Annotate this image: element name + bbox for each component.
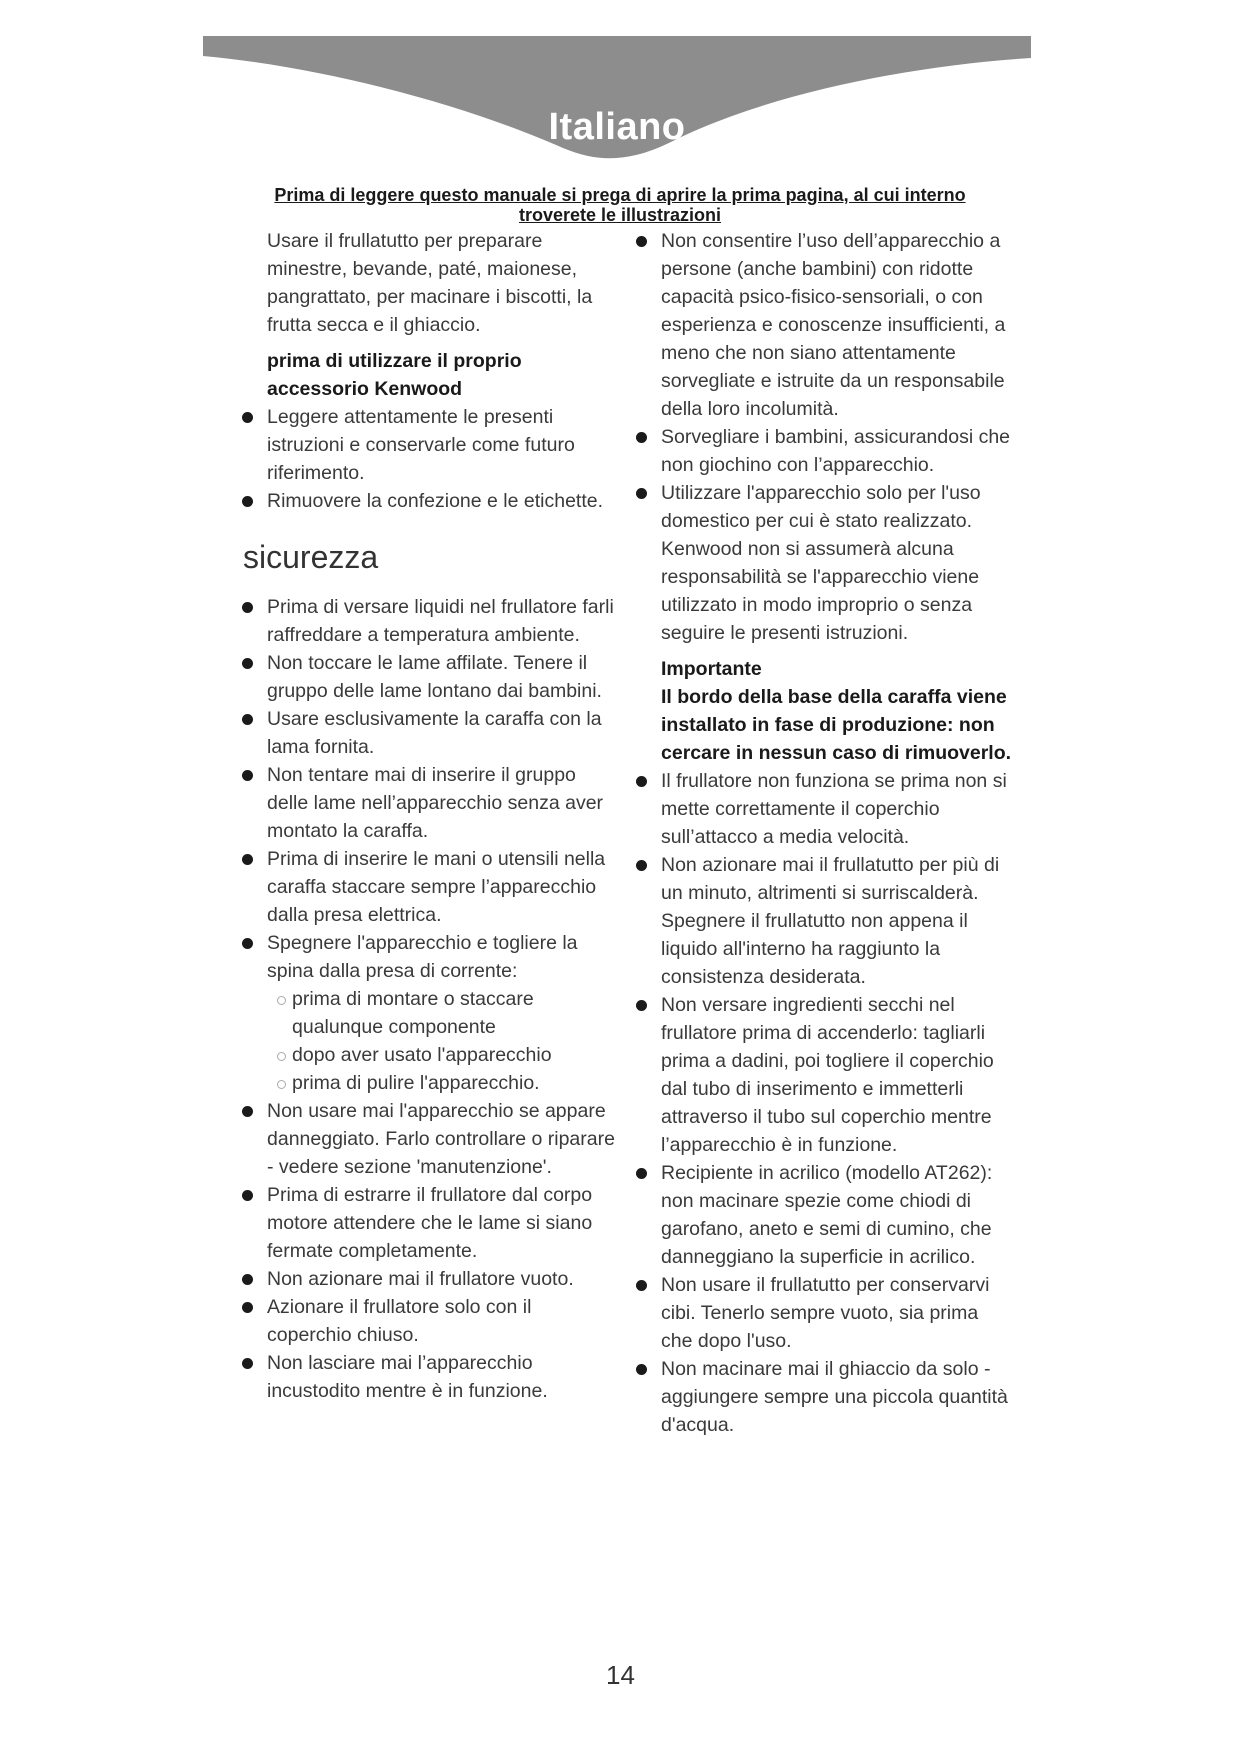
intro-text: Usare il frullatutto per preparare minestre, bevande, paté, maionese, pangrattato, per macinare i biscotti, la frutta secca e il ghiaccio. (267, 230, 593, 336)
list-item: Leggere attentamente le presenti istruzioni e conservarle come futuro riferimento. (240, 403, 620, 487)
blender-list (634, 767, 1014, 1439)
before-use-list (240, 403, 620, 515)
list-item: Il frullatore non funziona se prima non si mette correttamente il coperchio sull’attacco a media velocità. (634, 767, 1014, 851)
list-item: Sorvegliare i bambini, assicurandosi che non giochino con l’apparecchio. (634, 423, 1014, 479)
banner-title: Italiano (548, 106, 686, 148)
list-item: Azionare il frullatore solo con il coperchio chiuso. (240, 1293, 620, 1349)
list-item: Non usare il frullatutto per conservarvi cibi. Tenerlo sempre vuoto, sia prima che dopo l'uso. (634, 1271, 1014, 1355)
list-item: Recipiente in acrilico (modello AT262): non macinare spezie come chiodi di garofano, aneto e semi di cumino, che danneggiano la superficie in acrilico. (634, 1159, 1014, 1271)
sub-list-item: dopo aver usato l'apparecchio (267, 1041, 620, 1069)
section-title: sicurezza (243, 539, 379, 575)
important-label: Importante (661, 658, 762, 680)
list-item: Usare esclusivamente la caraffa con la lama fornita. (240, 705, 620, 761)
sub-list-item: prima di pulire l'apparecchio. (267, 1069, 620, 1097)
unplug-sublist (267, 985, 620, 1097)
list-item: Rimuovere la confezione e le etichette. (240, 487, 620, 515)
list-item: Prima di inserire le mani o utensili nella caraffa staccare sempre l’apparecchio dalla presa elettrica. (240, 845, 620, 929)
safety-list (240, 593, 620, 1405)
banner-shape (203, 36, 1031, 171)
important-text: Il bordo della base della caraffa viene installato in fase di produzione: non cercare in nessun caso di rimuoverlo. (661, 686, 1012, 764)
sub-list-item: prima di montare o staccare qualunque componente (267, 985, 620, 1041)
list-item: Non toccare le lame affilate. Tenere il gruppo delle lame lontano dai bambini. (240, 649, 620, 705)
list-item-unplug (240, 929, 620, 1097)
list-item: Non azionare mai il frullatore vuoto. (240, 1265, 620, 1293)
page-number: 14 (606, 1660, 635, 1690)
list-item: Non usare mai l'apparecchio se appare danneggiato. Farlo controllare o riparare - vedere sezione 'manutenzione'. (240, 1097, 620, 1181)
illustrations-notice: Prima di leggere questo manuale si prega di aprire la prima pagina, al cui interno troverete le illustrazioni (274, 185, 966, 225)
list-item: Non tentare mai di inserire il gruppo delle lame nell’apparecchio senza aver montato la caraffa. (240, 761, 620, 845)
list-item: Prima di versare liquidi nel frullatore farli raffreddare a temperatura ambiente. (240, 593, 620, 649)
language-banner (203, 36, 1031, 171)
left-column (240, 227, 620, 1405)
unplug-text: Spegnere l'apparecchio e togliere la spina dalla presa di corrente: (267, 932, 578, 982)
list-item: Non lasciare mai l’apparecchio incustodito mentre è in funzione. (240, 1349, 620, 1405)
list-item: Non versare ingredienti secchi nel frullatore prima di accenderlo: tagliarli prima a dadini, poi togliere il coperchio dal tubo di inserimento e immetterli attraverso il tubo sul coperchio mentre l’apparecchio è in funzione. (634, 991, 1014, 1159)
right-column (634, 227, 1014, 1439)
list-item: Non macinare mai il ghiaccio da solo - aggiungere sempre una piccola quantità d'acqua. (634, 1355, 1014, 1439)
list-item: Non azionare mai il frullatutto per più di un minuto, altrimenti si surriscalderà. Spegnere il frullatutto non appena il liquido all'interno ha raggiunto la consistenza desiderata. (634, 851, 1014, 991)
list-item: Prima di estrarre il frullatore dal corpo motore attendere che le lame si siano fermate completamente. (240, 1181, 620, 1265)
before-use-heading: prima di utilizzare il proprio accessorio Kenwood (267, 350, 522, 400)
list-item: Utilizzare l'apparecchio solo per l'uso domestico per cui è stato realizzato. Kenwood non si assumerà alcuna responsabilità se l'apparecchio viene utilizzato in modo improprio o senza seguire le presenti istruzioni. (634, 479, 1014, 647)
list-item: Non consentire l’uso dell’apparecchio a persone (anche bambini) con ridotte capacità psico-fisico-sensoriali, o con esperienza e conoscenze insufficienti, a meno che non siano attentamente sorvegliate e istruite da un responsabile della loro incolumità. (634, 227, 1014, 423)
safety-list-continued (634, 227, 1014, 647)
